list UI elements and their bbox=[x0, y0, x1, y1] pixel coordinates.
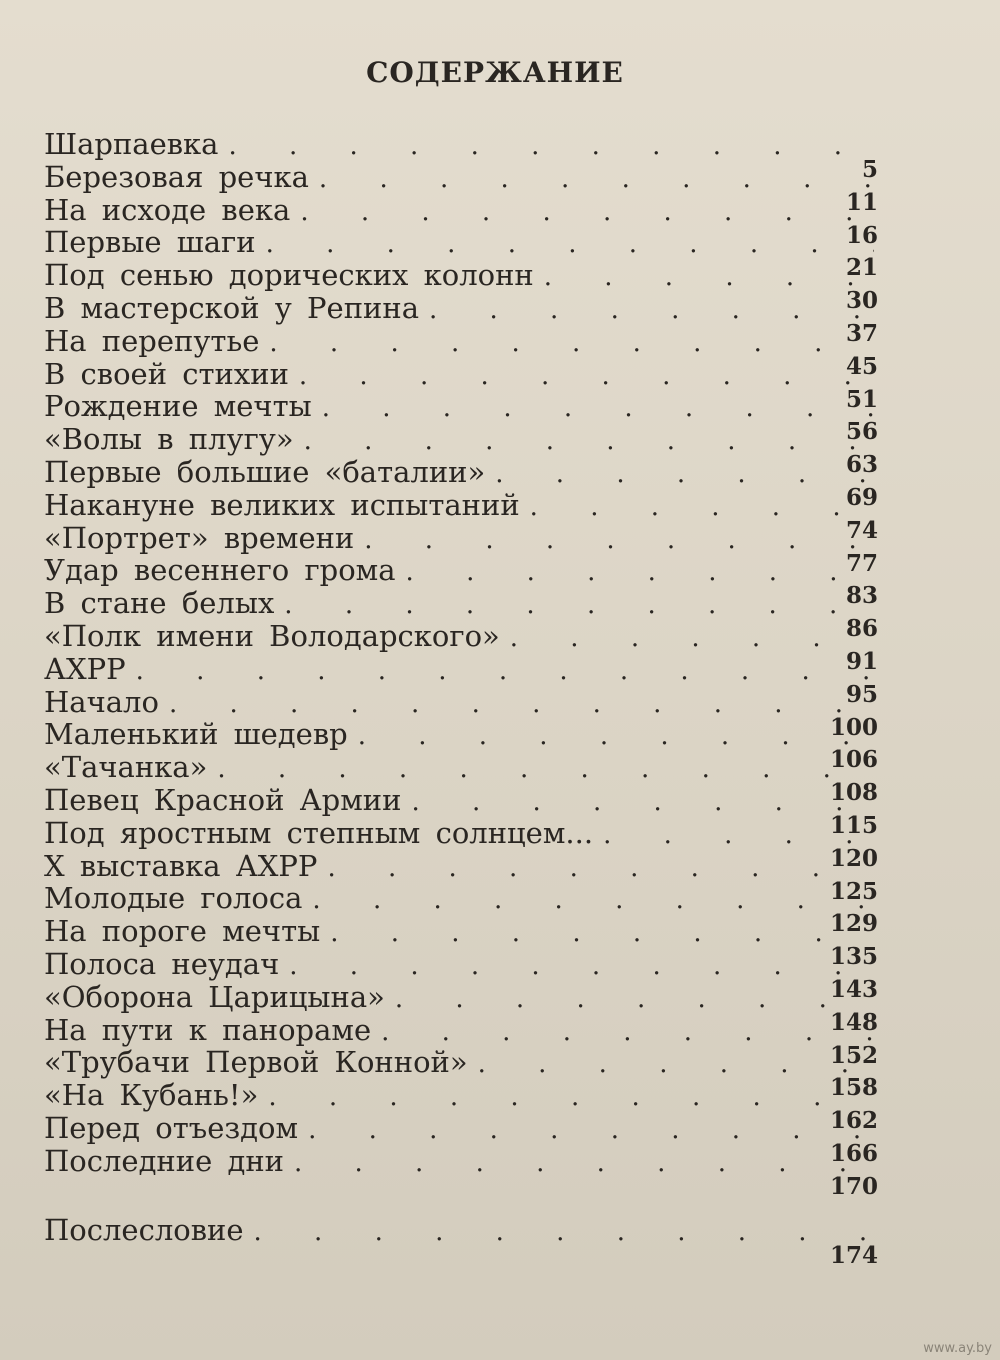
leader-dots bbox=[544, 261, 874, 293]
toc-entry-page: 74 bbox=[845, 516, 878, 544]
toc-entry-page: 21 bbox=[845, 254, 878, 282]
leader-dots bbox=[300, 196, 874, 228]
toc-entry-title: На пути к панораме bbox=[44, 1012, 372, 1047]
leader-dots bbox=[411, 786, 874, 818]
toc-entry-title: Послесловие bbox=[44, 1212, 244, 1247]
toc-entry-page: 135 bbox=[829, 943, 878, 971]
toc-entry-page: 143 bbox=[829, 975, 878, 1003]
toc-entry-page: 106 bbox=[829, 746, 878, 774]
toc-entry-page: 63 bbox=[845, 451, 878, 479]
toc-entry-page: 11 bbox=[845, 188, 878, 216]
leader-dots bbox=[136, 655, 874, 687]
toc-entry-title: Маленький шедевр bbox=[44, 717, 348, 752]
toc-entry-page: 100 bbox=[829, 713, 878, 741]
toc-entry-page: 125 bbox=[829, 877, 878, 905]
leader-dots bbox=[269, 327, 874, 359]
toc-entry-page: 16 bbox=[845, 221, 878, 249]
leader-dots bbox=[495, 458, 874, 490]
leader-dots bbox=[478, 1048, 874, 1080]
leader-dots bbox=[406, 556, 874, 588]
toc-entry-page: 77 bbox=[845, 549, 878, 577]
toc-entry-page: 152 bbox=[829, 1041, 878, 1069]
toc-entry-title: X выставка АХРР bbox=[44, 848, 318, 883]
leader-dots bbox=[289, 950, 874, 982]
leader-dots bbox=[284, 589, 874, 621]
toc-entry-title: Последние дни bbox=[44, 1143, 284, 1178]
toc-entry-title: «На Кубань!» bbox=[44, 1078, 259, 1113]
leader-dots bbox=[266, 228, 874, 260]
leader-dots bbox=[254, 1216, 874, 1248]
toc-entry-page: 56 bbox=[845, 418, 878, 446]
toc-entry-page: 86 bbox=[845, 615, 878, 643]
toc-entry-title: АХРР bbox=[44, 651, 126, 686]
leader-dots bbox=[308, 1114, 874, 1146]
toc-entry-title: Под яростным степным солнцем... bbox=[44, 815, 594, 850]
toc-entry-page: 162 bbox=[829, 1107, 878, 1135]
leader-dots bbox=[169, 688, 874, 720]
toc-entry-title: На пороге мечты bbox=[44, 914, 321, 949]
leader-dots bbox=[217, 753, 874, 785]
toc-entry-title: Под сенью дорических колонн bbox=[44, 258, 534, 293]
leader-dots bbox=[268, 1081, 874, 1113]
leader-dots bbox=[319, 163, 874, 195]
toc-entry-page: 174 bbox=[829, 1241, 878, 1269]
watermark: www.ay.by bbox=[923, 1341, 992, 1356]
leader-dots bbox=[327, 852, 874, 884]
toc-entry-title: Березовая речка bbox=[44, 159, 309, 194]
toc-entry-title: Рождение мечты bbox=[44, 389, 312, 424]
leader-dots bbox=[395, 983, 874, 1015]
toc-entry-page: 129 bbox=[829, 910, 878, 938]
leader-dots bbox=[322, 392, 874, 424]
leader-dots bbox=[510, 622, 874, 654]
toc-entry-page: 37 bbox=[845, 319, 878, 347]
leader-dots bbox=[530, 491, 874, 523]
leader-dots bbox=[299, 360, 874, 392]
toc-entry-title: Накануне великих испытаний bbox=[44, 487, 520, 522]
leader-dots bbox=[429, 294, 874, 326]
toc-entry bbox=[44, 1212, 878, 1269]
leader-dots bbox=[228, 130, 874, 162]
toc-entry-page: 95 bbox=[845, 680, 878, 708]
toc-entry-page: 108 bbox=[829, 779, 878, 807]
toc-entry-page: 69 bbox=[845, 483, 878, 511]
leader-dots bbox=[312, 884, 874, 916]
leader-dots bbox=[364, 524, 874, 556]
leader-dots bbox=[381, 1016, 874, 1048]
toc-entry-page: 148 bbox=[829, 1008, 878, 1036]
leader-dots bbox=[304, 425, 874, 457]
toc-entry-page: 115 bbox=[829, 811, 878, 839]
toc-entry-title: На перепутье bbox=[44, 323, 260, 358]
toc-entry-title: В своей стихии bbox=[44, 356, 289, 391]
toc-entry-title: «Тачанка» bbox=[44, 750, 208, 785]
toc-entry-title: Полоса неудач bbox=[44, 946, 280, 981]
toc-entry-page: 45 bbox=[845, 352, 878, 380]
toc-entry-title: «Волы в плугу» bbox=[44, 422, 294, 457]
toc-entry-page: 158 bbox=[829, 1074, 878, 1102]
leader-dots bbox=[358, 720, 874, 752]
toc-entry-title: В стане белых bbox=[44, 586, 275, 621]
toc-entry-title: «Трубачи Первой Конной» bbox=[44, 1045, 468, 1080]
toc-heading: СОДЕРЖАНИЕ bbox=[366, 56, 624, 89]
toc-entry-page: 83 bbox=[845, 582, 878, 610]
toc-entry-title: Певец Красной Армии bbox=[44, 782, 402, 817]
toc-entry-title: Первые шаги bbox=[44, 225, 256, 260]
toc-entry-title: «Портрет» времени bbox=[44, 520, 355, 555]
table-of-contents bbox=[44, 127, 878, 1269]
toc-entry-title: Шарпаевка bbox=[44, 127, 219, 161]
toc-entry-title: Начало bbox=[44, 684, 159, 719]
toc-entry-title: «Оборона Царицына» bbox=[44, 979, 385, 1014]
toc-entry bbox=[44, 1143, 878, 1200]
toc-entry-title: Первые большие «баталии» bbox=[44, 454, 486, 489]
toc-entry-title: «Полк имени Володарского» bbox=[44, 618, 500, 653]
leader-dots bbox=[330, 917, 874, 949]
toc-entry-title: Молодые голоса bbox=[44, 881, 303, 916]
toc-entry-title: Удар весеннего грома bbox=[44, 553, 396, 588]
toc-entry-title: В мастерской у Репина bbox=[44, 290, 419, 325]
toc-entry-page: 5 bbox=[861, 156, 878, 183]
toc-entry-title: Перед отъездом bbox=[44, 1110, 299, 1145]
toc-entry-page: 30 bbox=[845, 287, 878, 315]
toc-entry-page: 51 bbox=[845, 385, 878, 413]
toc-entry-page: 120 bbox=[829, 844, 878, 872]
leader-dots bbox=[294, 1147, 874, 1179]
toc-entry-page: 166 bbox=[829, 1139, 878, 1167]
toc-entry-title: На исходе века bbox=[44, 192, 291, 227]
toc-entry-page: 170 bbox=[829, 1172, 878, 1200]
toc-entry-page: 91 bbox=[845, 647, 878, 675]
